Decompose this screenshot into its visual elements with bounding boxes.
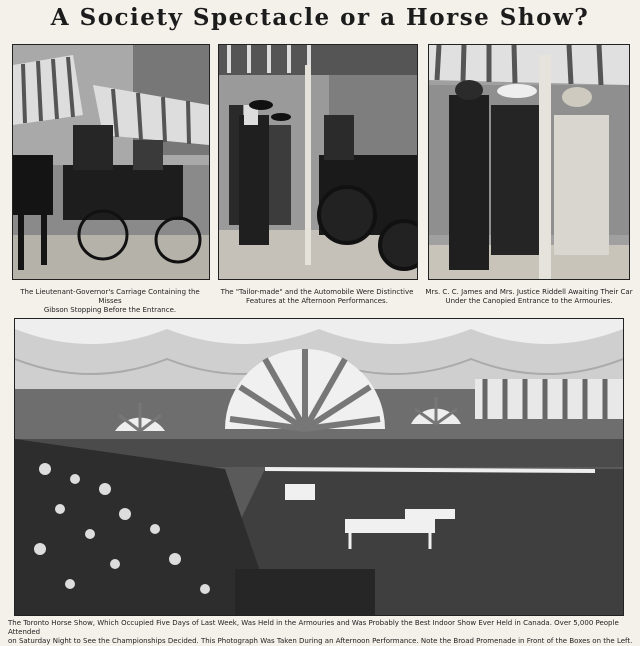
headline: A Society Spectacle or a Horse Show? [50,4,590,31]
striped-boxes-right [475,379,623,419]
photo-carriage [12,44,210,280]
caption-carriage: The Lieutenant-Governor's Carriage Containing the Misses Gibson Stopping Before the Entrance. [20,288,200,314]
photo-automobile [218,44,418,280]
caption-entrance: Mrs. C. C. James and Mrs. Justice Riddell Awaiting Their Car Under the Canopied Entrance to the Armouries. [425,288,633,305]
photo-entrance [428,44,630,280]
photo-arena [14,318,624,616]
caption-automobile: The "Tailor-made" and the Automobile Were Distinctive Features at the Afternoon Performances. [220,288,414,305]
caption-arena: The Toronto Horse Show, Which Occupied Five Days of Last Week, Was Held in the Armouries and Was Probably the Best Indoor Show Ever Held in Canada. Over 5,000 People Attended on Saturday Night to See the Championships Decided. This Photograph Was Taken During an Afternoon Performance. Note the Broad Promenade in Front of the Boxes on the Left. [8,619,633,645]
